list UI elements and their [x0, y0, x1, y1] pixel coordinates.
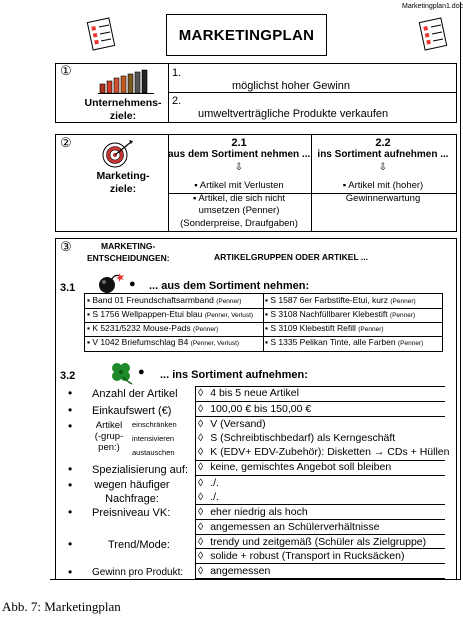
criterion-sublabel: einschränken intensivieren austauschen — [132, 420, 177, 457]
section-2-label: Marketing- ziele: — [96, 170, 150, 195]
criteria-rule — [195, 578, 445, 579]
diamond-icon: ◊ — [198, 536, 204, 548]
diamond-icon: ◊ — [198, 461, 204, 473]
section-1-hline — [169, 92, 457, 93]
subsection-number: 3.2 — [60, 370, 76, 382]
criterion-value — [198, 536, 426, 548]
bar-chart-icon — [98, 68, 156, 94]
remove-item — [87, 337, 239, 347]
section-1-divider — [168, 64, 169, 122]
criterion-value-text: angemessen an Schülerverhältnisse — [210, 521, 380, 533]
column-1-items: ▪ Artikel mit Verlusten ▪ Artikel, die sich nicht umsetzen (Penner) (Sonderpreise, Draufgaben) — [180, 180, 298, 229]
criterion-value-text: trendy und zeitgemäß (Schüler als Zielgruppe) — [210, 536, 427, 548]
remove-item-name: ▪ S 3108 Nachfüllbarer Klebestift — [265, 309, 390, 319]
bullet: • — [68, 478, 73, 492]
criterion-value-text: 4 bis 5 neue Artikel — [210, 387, 299, 399]
criterion-value-text: solide + robust (Transport in Rucksäcken) — [210, 550, 405, 562]
checklist-icon — [416, 14, 448, 52]
remove-item — [265, 309, 415, 319]
section-3-heading: MARKETING- ENTSCHEIDUNGEN: — [87, 241, 170, 263]
column-header: 2.1 aus dem Sortiment nehmen ... ⇩ — [168, 137, 311, 173]
bullet: • — [68, 505, 73, 519]
criterion-value — [198, 550, 404, 562]
criterion-value — [198, 432, 395, 444]
criterion-label: Preisniveau VK: — [92, 507, 171, 519]
bullet: ● — [129, 278, 136, 290]
remove-item-note: (Penner) — [358, 326, 384, 333]
remove-item-note: (Penner) — [390, 298, 416, 305]
remove-item-name: ▪ S 1587 6er Farbstifte-Etui, kurz — [265, 295, 391, 305]
criterion-value — [198, 477, 219, 489]
criteria-rule — [195, 534, 445, 535]
criterion-value-text: ./. — [210, 491, 219, 503]
criterion-label: wegen häufiger Nachfrage: — [94, 479, 170, 505]
page-title: MARKETINGPLAN — [178, 27, 315, 44]
filename: Marketingplan1.doc — [402, 3, 463, 10]
diamond-icon: ◊ — [198, 446, 204, 458]
clover-icon — [108, 360, 136, 386]
criteria-rule — [195, 519, 445, 520]
criteria-rule — [195, 563, 445, 564]
criterion-value — [198, 521, 379, 533]
criterion-value-text: V (Versand) — [210, 418, 266, 430]
diamond-icon: ◊ — [198, 565, 204, 577]
subsection-title: ... aus dem Sortiment nehmen: — [149, 280, 310, 292]
diamond-icon: ◊ — [198, 521, 204, 533]
criterion-label: Trend/Mode: — [108, 539, 170, 551]
criterion-label: Artikel (-grup- pen:) — [94, 420, 124, 453]
diamond-icon: ◊ — [198, 403, 204, 415]
remove-item-name: ▪ S 1756 Wellpappen-Etui blau — [87, 309, 205, 319]
checklist-icon — [84, 14, 116, 52]
bullet: • — [68, 386, 73, 400]
remove-item — [265, 323, 384, 333]
diamond-icon: ◊ — [198, 418, 204, 430]
section-number: ② — [60, 135, 72, 150]
remove-item-note: (Penner) — [193, 326, 219, 333]
remove-item-name: ▪ S 1335 Pelikan Tinte, alle Farben — [265, 337, 398, 347]
criterion-value-text: eher niedrig als hoch — [210, 506, 308, 518]
criterion-value — [198, 461, 391, 473]
criterion-value — [198, 491, 219, 503]
target-icon — [100, 139, 134, 169]
column-2-items: ▪ Artikel mit (hoher) Gewinnerwartung — [342, 180, 424, 204]
criterion-label: Anzahl der Artikel — [92, 388, 178, 400]
figure-caption: Abb. 7: Marketingplan — [2, 599, 121, 614]
criteria-rule — [195, 548, 445, 549]
remove-item-name: ▪ S 3109 Klebestift Refill — [265, 323, 359, 333]
remove-item-note: (Penner, Verlust) — [204, 312, 254, 319]
criterion-label: Gewinn pro Produkt: — [92, 567, 184, 578]
diamond-icon: ◊ — [198, 477, 204, 489]
title-box — [166, 14, 327, 56]
bullet: • — [68, 565, 73, 579]
remove-item — [87, 295, 241, 305]
section-1-label: Unternehmens- ziele: — [84, 97, 162, 122]
criterion-value — [198, 403, 311, 415]
column-header: 2.2 ins Sortiment aufnehmen ... ⇩ — [317, 137, 449, 173]
bullet: • — [68, 537, 73, 551]
criterion-label: Spezialisierung auf: — [92, 464, 189, 476]
bullet: • — [68, 462, 73, 476]
bullet: • — [68, 419, 73, 433]
diamond-icon: ◊ — [198, 491, 204, 503]
criterion-value — [198, 446, 449, 458]
goal-number: 2. — [172, 95, 182, 107]
criterion-value — [198, 506, 308, 518]
remove-item-name: ▪ K 5231/5232 Mouse-Pads — [87, 323, 194, 333]
bomb-icon — [96, 272, 126, 294]
remove-item-name: ▪ Band 01 Freundschaftsarmband — [87, 295, 217, 305]
bullet: ● — [138, 366, 145, 378]
bullet: • — [68, 403, 73, 417]
remove-item-note: (Penner) — [397, 340, 424, 347]
criterion-value-text: S (Schreibtischbedarf) als Kerngeschäft — [210, 432, 396, 444]
diamond-icon: ◊ — [198, 432, 204, 444]
goal-text: umweltverträgliche Produkte verkaufen — [198, 108, 389, 120]
criterion-value-text: 100,00 € bis 150,00 € — [210, 403, 312, 415]
criteria-rule — [195, 416, 445, 417]
criterion-value-text: ./. — [210, 477, 219, 489]
subsection-title: ... ins Sortiment aufnehmen: — [160, 369, 308, 381]
section-number: ① — [60, 63, 72, 78]
criterion-value-text: angemessen — [210, 565, 271, 577]
diamond-icon: ◊ — [198, 550, 204, 562]
section-3-heading-2: ARTIKELGRUPPEN ODER ARTIKEL ... — [214, 252, 368, 262]
criterion-value — [198, 565, 270, 577]
criteria-rule — [195, 401, 445, 402]
remove-item-note: (Penner) — [216, 298, 242, 305]
diamond-icon: ◊ — [198, 506, 204, 518]
goal-text: möglichst hoher Gewinn — [232, 80, 351, 92]
criteria-rule — [195, 475, 445, 476]
criterion-value-text: K (EDV+ EDV-Zubehör): Disketten → CDs + Hüllen — [210, 446, 450, 458]
goal-number: 1. — [172, 67, 182, 79]
criterion-label: Einkaufswert (€) — [92, 405, 172, 417]
remove-item-note: (Penner, Verlust) — [190, 340, 240, 347]
remove-item-name: ▪ V 1042 Briefumschlag B4 — [87, 337, 191, 347]
remove-item — [87, 309, 253, 319]
criterion-value — [198, 387, 299, 399]
criterion-value-text: keine, gemischtes Angebot soll bleiben — [210, 461, 392, 473]
diamond-icon: ◊ — [198, 387, 204, 399]
remove-item — [265, 295, 416, 305]
remove-item-note: (Penner) — [389, 312, 416, 319]
remove-item — [265, 337, 423, 347]
section-number: ③ — [60, 239, 72, 254]
subsection-number: 3.1 — [60, 282, 76, 294]
criterion-value — [198, 418, 266, 430]
remove-item — [87, 323, 218, 333]
criteria-rule — [195, 504, 445, 505]
